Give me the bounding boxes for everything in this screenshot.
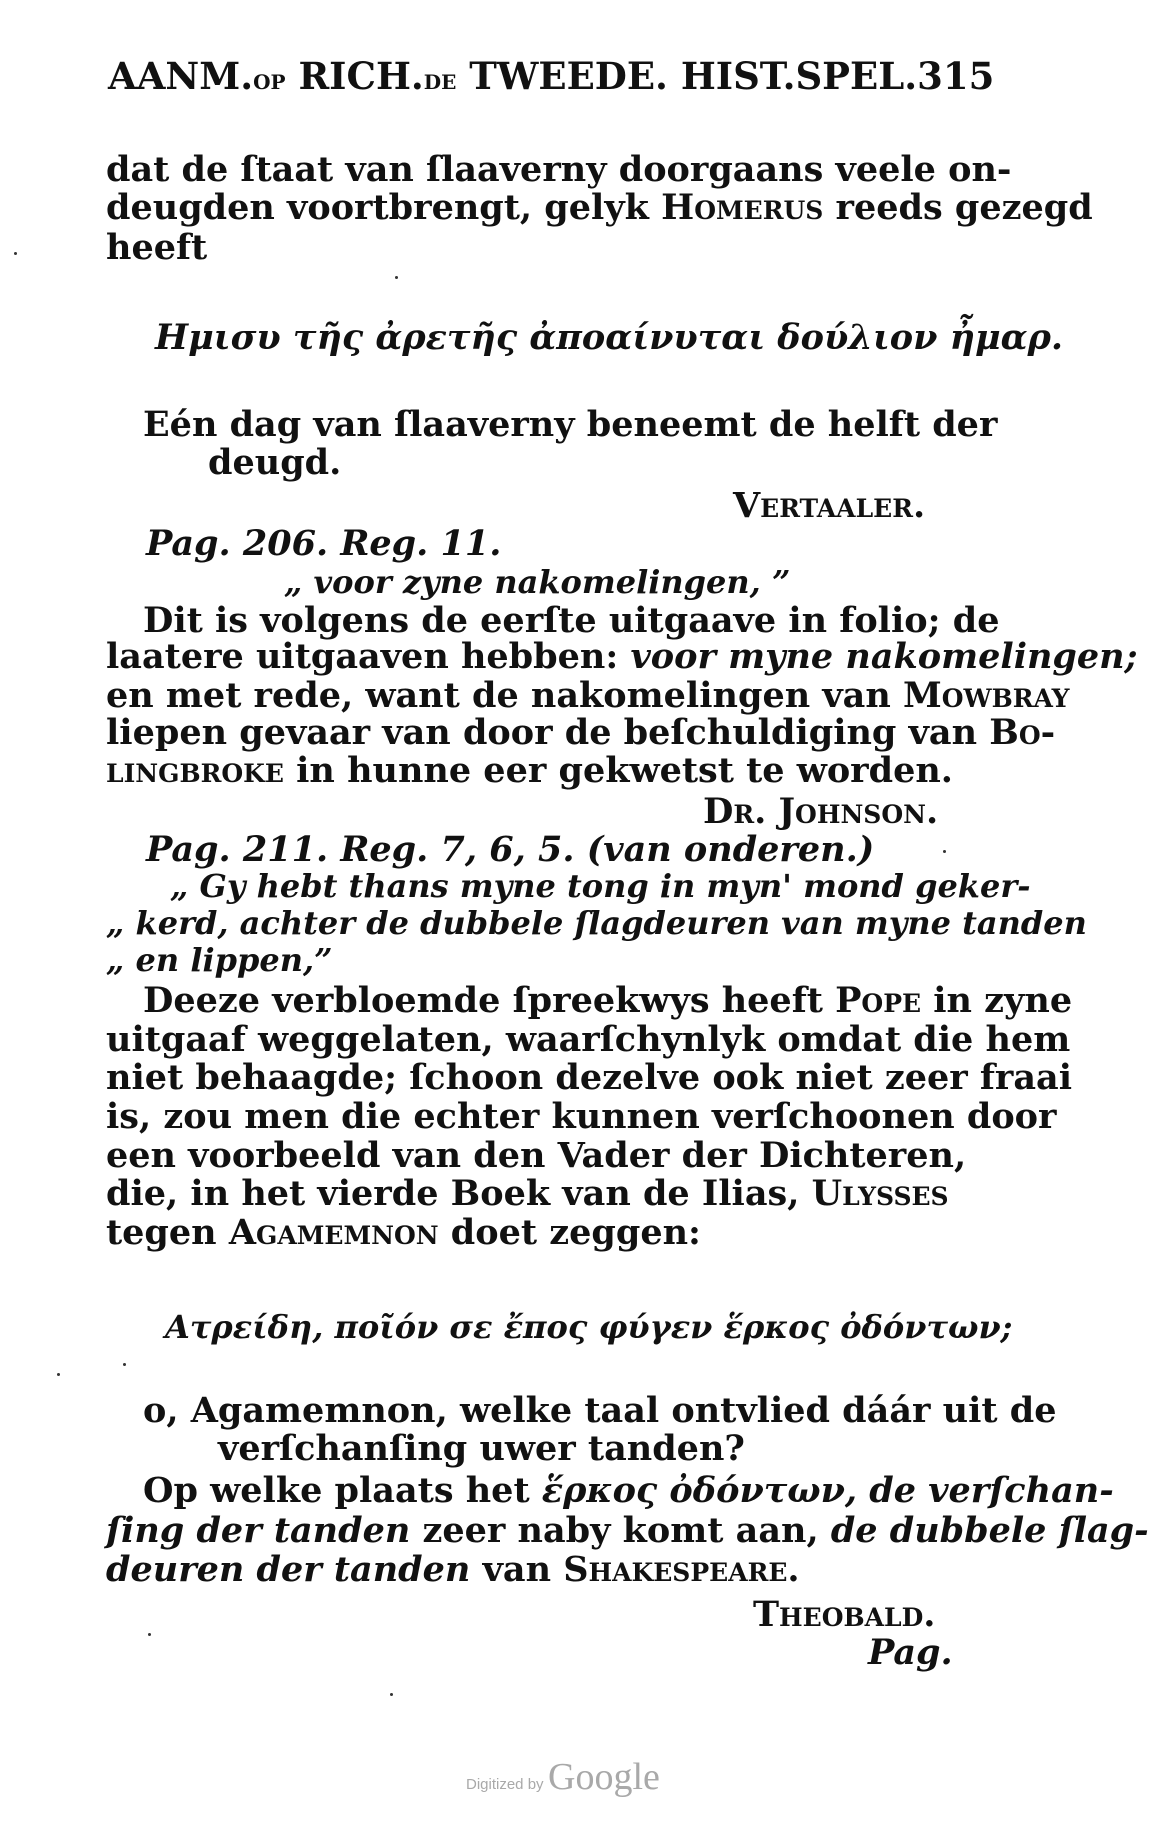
print-speck: [390, 1693, 393, 1696]
note-text: van: [482, 1549, 552, 1590]
print-speck: [148, 1633, 151, 1636]
watermark-digitized-text: Digitized by: [466, 1776, 544, 1793]
intro-line-1: dat de ſtaat van ſlaaverny doorgaans veele on-: [106, 149, 1012, 190]
name-bolingbroke-part1: Bo-: [989, 712, 1056, 753]
intro-line-2: [106, 188, 1093, 228]
print-speck: [57, 1373, 60, 1376]
signature-johnson: Dr. Johnson.: [703, 791, 939, 832]
print-speck: [395, 276, 398, 279]
note-2-line-4: is, zou men die echter kunnen verſchoonen door: [106, 1096, 1057, 1137]
page-number: 315: [917, 54, 995, 98]
print-speck: [943, 850, 946, 853]
intro-text: deugden voortbrengt, gelyk: [106, 187, 649, 228]
note-text: liepen gevaar van door de beſchuldiging van: [106, 712, 978, 753]
note-text: in hunne eer gekwetst te worden.: [296, 750, 953, 791]
name-ulysses: Ulysses: [811, 1173, 949, 1214]
note-italic: de dubbele ſlag-: [830, 1510, 1149, 1551]
note-2-quote-line-3: „ en lippen,”: [106, 941, 333, 979]
google-logo-text: Google: [548, 1756, 660, 1798]
note-text: en met rede, want de nakomelingen van: [106, 675, 891, 716]
digitized-by-google-watermark: [466, 1755, 660, 1799]
translation-2-line-2: verſchanſing uwer tanden?: [218, 1428, 745, 1469]
translation-1-line-2: deugd.: [208, 442, 342, 483]
header-part2: RICH.: [298, 54, 424, 98]
note-text: zeer naby komt aan,: [422, 1510, 819, 1551]
header-op: OP: [253, 70, 286, 94]
note-2-final-line-3: [106, 1550, 800, 1590]
note-2-line-6: [106, 1174, 949, 1214]
header-de: DE: [423, 70, 457, 94]
note-2-line-1: [143, 981, 1072, 1021]
note-1-line-1: Dit is volgens de eerſte uitgaave in folio; de: [143, 600, 1000, 641]
note-1-reference: Pag. 206. Reg. 11.: [146, 523, 502, 564]
name-mowbray: Mowbray: [903, 675, 1070, 716]
note-text: Op welke plaats het: [143, 1470, 530, 1511]
name-pope: Pope: [835, 980, 922, 1021]
note-2-final-line-2: [106, 1511, 1149, 1551]
note-2-line-2: uitgaaf weggelaten, waarſchynlyk omdat die hem: [106, 1019, 1071, 1060]
name-agamemnon: Agamemnon: [228, 1212, 439, 1253]
signature-vertaaler: Vertaaler.: [733, 485, 926, 526]
note-italic: de verſchan-: [869, 1470, 1114, 1511]
running-header: [108, 56, 994, 102]
note-2-quote-line-1: „ Gy hebt thans myne tong in myn' mond geker-: [170, 867, 1031, 905]
note-1-line-3: [106, 676, 1070, 716]
note-1-quote: „ voor zyne nakomelingen, ”: [284, 563, 791, 601]
note-italic: ſing der tanden: [106, 1510, 411, 1551]
print-speck: [123, 1363, 126, 1366]
note-2-line-5: een voorbeeld van den Vader der Dichteren,: [106, 1135, 967, 1176]
note-2-line-7: [106, 1213, 701, 1253]
note-italic: voor myne nakomelingen;: [630, 636, 1138, 677]
note-2-final-line-1: [143, 1471, 1114, 1511]
note-text: in zyne: [933, 980, 1073, 1021]
translation-2-line-1: o, Agamemnon, welke taal ontvlied dáár uit de: [143, 1390, 1057, 1431]
name-shakespeare: Shakespeare.: [563, 1549, 800, 1590]
note-text: laatere uitgaaven hebben:: [106, 636, 619, 677]
signature-theobald: Theobald.: [753, 1594, 936, 1635]
note-text: Deeze verbloemde ſpreekwys heeft: [143, 980, 823, 1021]
note-text: tegen: [106, 1212, 217, 1253]
greek-quote-2: Ατρείδη, ποῖόν σε ἔπος φύγεν ἕρκος ὀδόντων;: [165, 1308, 1013, 1346]
note-text: die, in het vierde Boek van de Ilias,: [106, 1173, 800, 1214]
note-text: doet zeggen:: [450, 1212, 701, 1253]
header-part3: TWEEDE. HIST.SPEL.: [469, 54, 918, 98]
intro-text: reeds gezegd: [835, 187, 1093, 228]
greek-quote-1: Ημισυ τῆς ἀρετῆς ἀποαίνυται δούλιον ἦμαρ.: [155, 317, 1064, 358]
note-1-line-4: [106, 713, 1055, 753]
note-1-line-2: [106, 637, 1138, 677]
name-homerus: Homerus: [661, 187, 824, 228]
print-speck: [14, 252, 17, 255]
note-italic: deuren der tanden: [106, 1549, 471, 1590]
greek-phrase: ἕρκος ὀδόντων,: [541, 1470, 858, 1511]
note-2-reference: Pag. 211. Reg. 7, 6, 5. (van onderen.): [146, 829, 875, 870]
translation-1-line-1: Eén dag van ſlaaverny beneemt de helft der: [143, 404, 998, 445]
note-1-line-5: [106, 751, 953, 791]
intro-line-3: heeft: [106, 227, 208, 268]
catchword: Pag.: [868, 1632, 953, 1673]
name-bolingbroke-part2: lingbroke: [106, 750, 284, 791]
note-2-quote-line-2: „ kerd, achter de dubbele ſlagdeuren van myne tanden: [106, 904, 1087, 942]
header-part1: AANM.: [108, 54, 254, 98]
note-2-line-3: niet behaagde; ſchoon dezelve ook niet zeer fraai: [106, 1057, 1073, 1098]
